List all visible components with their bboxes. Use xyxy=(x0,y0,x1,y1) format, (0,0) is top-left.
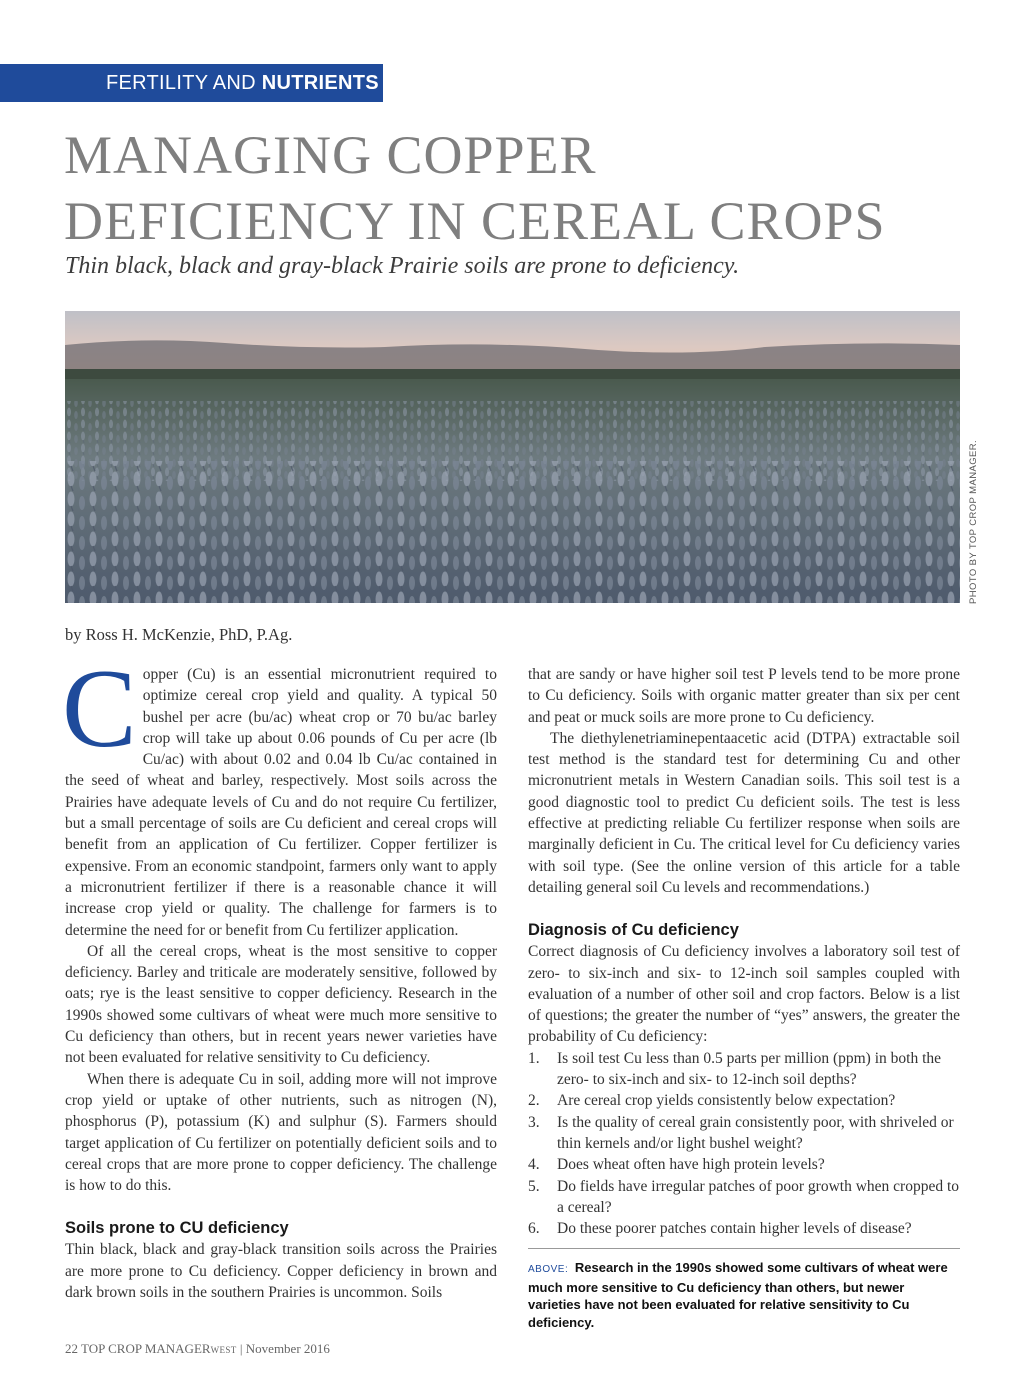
headline-line-2: DEFICIENCY IN CEREAL CROPS xyxy=(64,191,886,251)
list-item: 1. Is soil test Cu less than 0.5 parts per million (ppm) in both the zero- to six-inch and six- to 12-inch soil depths? xyxy=(528,1049,942,1089)
caption-text: Research in the 1990s showed some cultivars of wheat were much more sensitive to Cu deficiency than others, but newer varieties have not been evaluated for relative sensitivity to Cu deficiency. xyxy=(528,1260,948,1330)
issue-date: November 2016 xyxy=(245,1341,330,1356)
section-emphasis: NUTRIENTS xyxy=(261,72,379,94)
headline xyxy=(64,122,984,254)
paragraph-soils-continued: that are sandy or have higher soil test P levels tend to be more prone to Cu deficiency. Soils with organic matter greater than six per cent and peat or muck soils are more prone to Cu deficiency. xyxy=(528,666,960,726)
deck: Thin black, black and gray-black Prairie soils are prone to deficiency. xyxy=(65,253,740,279)
footer-separator: | xyxy=(239,1341,243,1356)
paragraph-adequate-cu: When there is adequate Cu in soil, adding more will not improve crop yield or uptake of other nutrients, such as nitrogen (N), phosphorus (P), potassium (K) and sulphur (S). Farmers should target application of Cu fertilizer on potentially deficient soils and to cereal crops that are more prone to copper deficiency. The challenge is how to do this. xyxy=(65,1070,497,1195)
paragraph-sensitivity: Of all the cereal crops, wheat is the most sensitive to copper deficiency. Barley and triticale are moderately sensitive, followed by oats; rye is the least sensitive to copper deficiency. Research in the 1990s showed some cultivars of wheat were much more sensitive to Cu deficiency than others, but in recent years newer varieties have not been evaluated for relative sensitivity to Cu deficiency. xyxy=(65,942,497,1067)
page-number: 22 xyxy=(65,1341,78,1356)
article-column-left xyxy=(62,647,497,1303)
wheat-field-photo xyxy=(65,311,960,603)
wheat-field-illustration xyxy=(65,311,960,603)
headline-line-1: MANAGING COPPER xyxy=(64,125,597,185)
paragraph-diagnosis: Correct diagnosis of Cu deficiency involves a laboratory soil test of zero- to six-inch and six- to 12-inch soil samples coupled with evaluation of a number of other soil and crop factors. Below is a list of questions; the greater the number of “yes” answers, the greater the probability of Cu deficiency: xyxy=(528,943,960,1046)
subhead-diagnosis: Diagnosis of Cu deficiency xyxy=(528,921,739,940)
drop-cap: C xyxy=(62,647,137,771)
paragraph-intro: Copper (Cu) is an essential micronutrient required to optimize cereal crop yield and quality. A typical 50 bushel per acre (bu/ac) wheat crop or 70 bu/ac barley crop will take up about 0.06 pounds of Cu per acre (lb Cu/ac) with about 0.02 and 0.04 lb Cu/ac contained in the seed of wheat and barley, respectively. Most soils across the Prairies have adequate levels of Cu and do not require Cu fertilizer, but a small percentage of soils are Cu deficient and cereal crops will benefit from an application of Cu fertilizer. Copper fertilizer is expensive. From an economic standpoint, farmers only want to apply a micronutrient fertilizer if there is a reasonable chance it will increase crop yield or quality. The challenge for farmers is to determine the need for or benefit from Cu fertilizer application. xyxy=(62,647,497,939)
section-prefix: FERTILITY AND xyxy=(106,72,256,94)
list-item: 6. Do these poorer patches contain higher levels of disease? xyxy=(528,1220,912,1238)
question-list xyxy=(528,1048,960,1240)
list-item: 4. Does wheat often have high protein levels? xyxy=(528,1156,825,1174)
caption-label: ABOVE: xyxy=(528,1264,569,1275)
section-banner xyxy=(0,64,383,102)
paragraph-dtpa: The diethylenetriaminepentaacetic acid (DTPA) extractable soil test method is the standard test for determining Cu and other micronutrient metals in Western Canadian soils. This soil test is a good diagnostic tool to predict Cu deficient soils. The test is less effective at predicting reliable Cu fertilizer response when soils are marginally deficient in Cu. The critical level for Cu deficiency varies with soil type. (See the online version of this article for a table detailing general soil Cu levels and recommendations.) xyxy=(528,729,960,896)
byline: by Ross H. McKenzie, PhD, P.Ag. xyxy=(65,625,293,644)
photo-caption xyxy=(528,1248,960,1331)
list-item: 5. Do fields have irregular patches of poor growth when cropped to a cereal? xyxy=(528,1177,960,1216)
page-footer xyxy=(65,1341,330,1357)
list-item: 3. Is the quality of cereal grain consistently poor, with shriveled or thin kernels and/or light bushel weight? xyxy=(528,1113,954,1152)
photo-credit: PHOTO BY TOP CROP MANAGER. xyxy=(968,439,979,604)
article-column-right xyxy=(528,664,960,1239)
subhead-soils-prone: Soils prone to CU deficiency xyxy=(65,1219,289,1238)
paragraph-soils-prone: Thin black, black and gray-black transition soils across the Prairies are more prone to Cu deficiency. Copper deficiency in brown and dark brown soils in the southern Prairies is uncommon. Soils xyxy=(65,1241,497,1302)
magazine-name: TOP CROP MANAGER xyxy=(81,1341,211,1356)
magazine-edition: WEST xyxy=(210,1345,237,1355)
list-item: 2. Are cereal crop yields consistently below expectation? xyxy=(528,1092,896,1110)
